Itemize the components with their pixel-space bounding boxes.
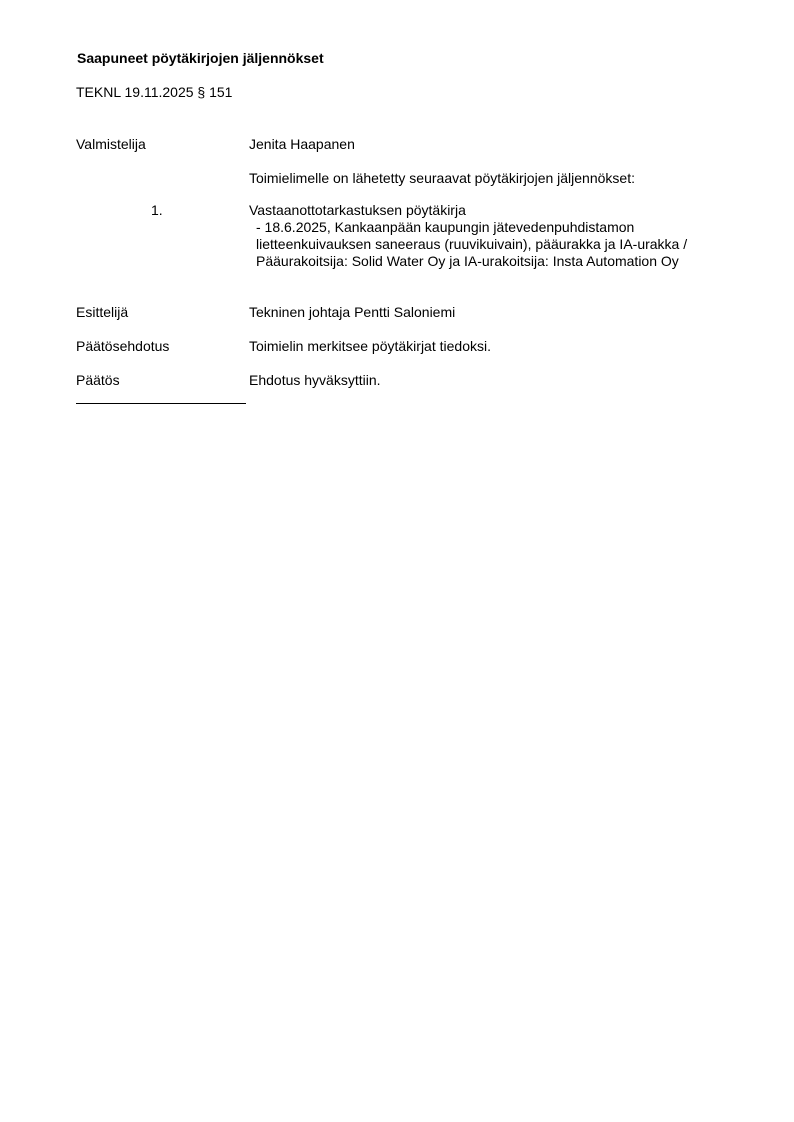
intro-text: Toimielimelle on lähetetty seuraavat pöytäkirjojen jäljennökset: xyxy=(249,170,635,186)
item-detail-line: lietteenkuivauksen saneeraus (ruuvikuivain), pääurakka ja IA-urakka / xyxy=(256,236,688,252)
document-title: Saapuneet pöytäkirjojen jäljennökset xyxy=(77,50,324,66)
preparer-label: Valmistelija xyxy=(76,136,146,152)
section-divider xyxy=(76,403,246,404)
decision-label: Päätös xyxy=(76,372,120,388)
proposal-value: Toimielin merkitsee pöytäkirjat tiedoksi. xyxy=(249,338,491,354)
presenter-label: Esittelijä xyxy=(76,304,129,320)
preparer-value: Jenita Haapanen xyxy=(249,136,355,152)
item-title: Vastaanottotarkastuksen pöytäkirja xyxy=(249,202,466,218)
presenter-value: Tekninen johtaja Pentti Saloniemi xyxy=(249,304,456,320)
decision-value: Ehdotus hyväksyttiin. xyxy=(249,372,381,388)
item-detail-line: Pääurakoitsija: Solid Water Oy ja IA-urakoitsija: Insta Automation Oy xyxy=(256,253,679,269)
item-number: 1. xyxy=(151,202,163,218)
item-detail-line: - 18.6.2025, Kankaanpään kaupungin jätevedenpuhdistamon xyxy=(256,219,635,235)
item-content xyxy=(249,202,719,270)
proposal-label: Päätösehdotus xyxy=(76,338,170,354)
meeting-reference: TEKNL 19.11.2025 § 151 xyxy=(76,84,233,100)
